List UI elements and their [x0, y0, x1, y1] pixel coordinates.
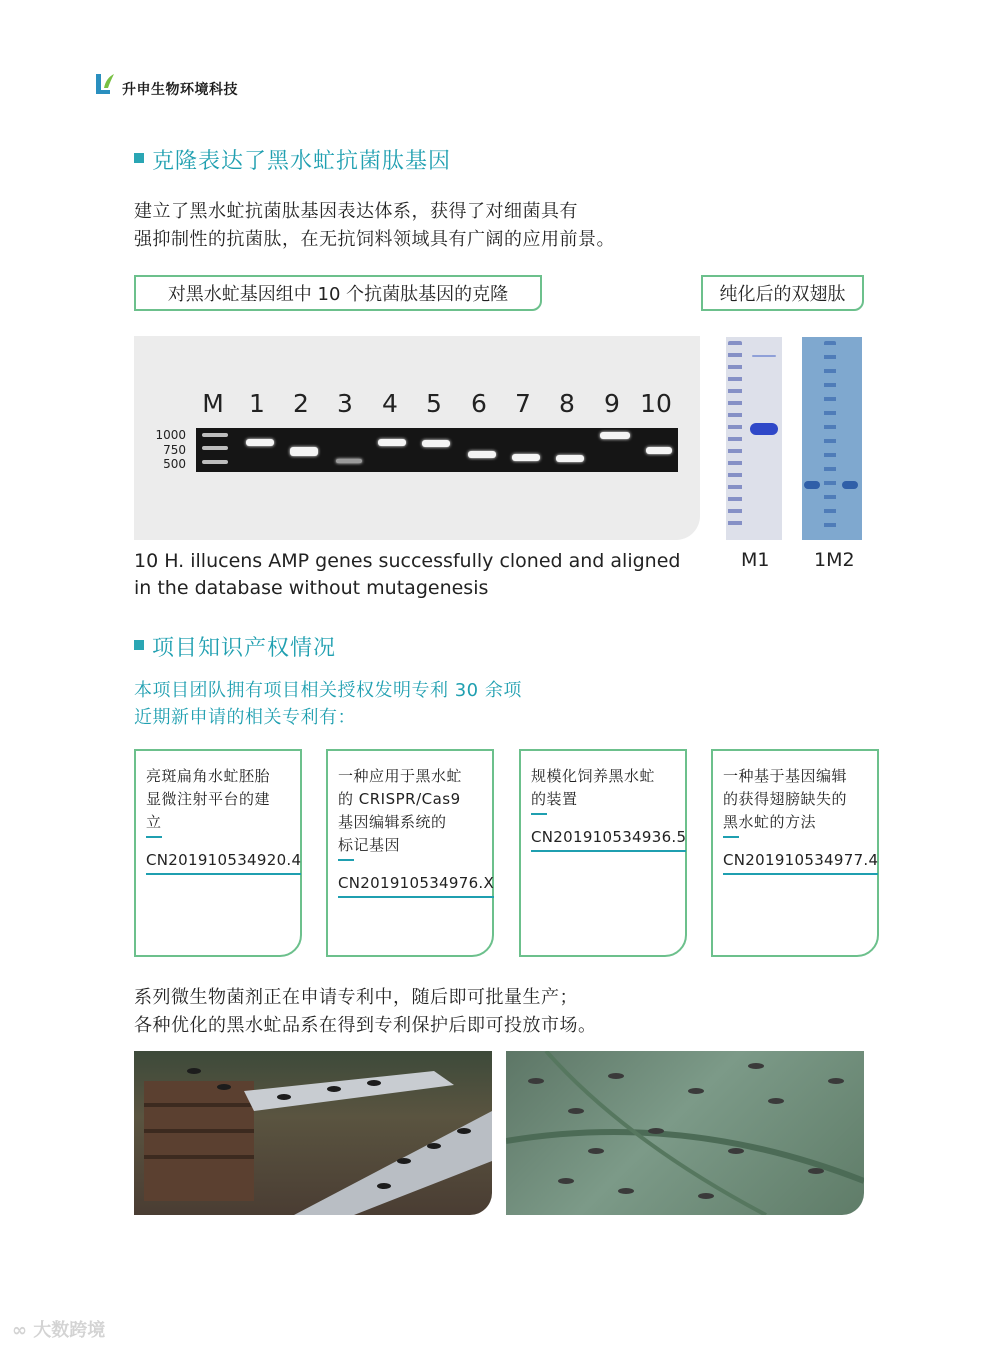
- patent-title-line: 亮斑扁角水虻胚胎: [146, 767, 271, 785]
- watermark-logo-icon: ∞: [12, 1320, 34, 1341]
- caption-line: in the database without mutagenesis: [134, 577, 489, 599]
- lane-label: 5: [426, 389, 442, 418]
- patent-card: [134, 749, 302, 957]
- fly-rearing-box-photo: [134, 1051, 492, 1215]
- section-bullet: [134, 153, 144, 163]
- lane-label: 3: [337, 389, 353, 418]
- body-line: 建立了黑水虻抗菌肽基因表达体系，获得了对细菌具有: [134, 201, 578, 222]
- lane-label: 7: [515, 389, 531, 418]
- patent-title-line: 的 CRISPR/Cas9: [338, 790, 461, 808]
- patent-title-line: 的装置: [531, 790, 578, 808]
- patent-number: CN201910534920.4: [146, 851, 301, 875]
- lane-label: 6: [471, 389, 487, 418]
- patent-title-line: 的获得翅膀缺失的: [723, 790, 848, 808]
- sds-gel-m1-image: [726, 337, 782, 540]
- company-logo-icon: [96, 72, 116, 96]
- lane-label: 10: [640, 389, 672, 418]
- gel-caption: [134, 548, 680, 602]
- patent-title-line: 显微注射平台的建: [146, 790, 271, 808]
- lane-label: 8: [559, 389, 575, 418]
- lane-label: 9: [604, 389, 620, 418]
- title-underline: [146, 836, 162, 838]
- size-marker-label: 750: [163, 443, 186, 457]
- patent-title: [146, 765, 290, 834]
- sds-gel-m2-image: [802, 337, 862, 540]
- title-underline: [723, 836, 739, 838]
- caption-line: 10 H. illucens AMP genes successfully cloned and aligned: [134, 550, 681, 572]
- section2-title: 项目知识产权情况: [152, 636, 337, 661]
- lane-label: 1: [249, 389, 265, 418]
- ip-intro: [134, 677, 522, 731]
- patent-title: [531, 765, 675, 811]
- section1-title: 克隆表达了黑水虻抗菌肽基因: [152, 149, 452, 174]
- size-marker-label: 1000: [155, 428, 186, 442]
- patent-title-line: 基因编辑系统的: [338, 813, 447, 831]
- patent-title-line: 一种基于基因编辑: [723, 767, 848, 785]
- patent-number: CN201910534936.5: [531, 828, 686, 852]
- lane-label: M: [202, 389, 224, 418]
- patent-title-line: 黑水虻的方法: [723, 813, 817, 831]
- sds-label-m1: M1: [741, 549, 770, 571]
- title-underline: [531, 813, 547, 815]
- patent-title-line: 规模化饲养黑水虻: [531, 767, 656, 785]
- agarose-gel-image: [196, 428, 678, 472]
- patent-title: [723, 765, 867, 834]
- patent-title-line: 一种应用于黑水虻: [338, 767, 463, 785]
- outro-line: 系列微生物菌剂正在申请专利中，随后即可批量生产；: [134, 987, 578, 1008]
- patent-number: CN201910534977.4: [723, 851, 878, 875]
- flies-on-leaf-photo: [506, 1051, 864, 1215]
- outro-text: [134, 984, 597, 1040]
- watermark: [12, 1316, 105, 1342]
- peptide-label: 纯化后的双翅肽: [701, 275, 864, 311]
- lane-label: 2: [293, 389, 309, 418]
- watermark-text: 大数跨境: [33, 1320, 106, 1341]
- section1-body: [134, 198, 615, 254]
- cloning-label: 对黑水虻基因组中 10 个抗菌肽基因的克隆: [134, 275, 542, 311]
- patent-card: [519, 749, 687, 957]
- size-marker-label: 500: [163, 457, 186, 471]
- patent-title-line: 标记基因: [338, 836, 401, 854]
- patent-title: [338, 765, 482, 857]
- section-bullet: [134, 640, 144, 650]
- lane-label: 4: [382, 389, 398, 418]
- intro-line: 本项目团队拥有项目相关授权发明专利 30 余项: [134, 680, 522, 701]
- patent-number: CN201910534976.X: [338, 874, 494, 898]
- patent-card: [711, 749, 879, 957]
- title-underline: [338, 859, 354, 861]
- intro-line: 近期新申请的相关专利有：: [134, 707, 356, 728]
- company-name: 升申生物环境科技: [122, 82, 238, 98]
- sds-label-m2: 1M2: [814, 549, 855, 571]
- patent-title-line: 立: [146, 813, 162, 831]
- patent-card: [326, 749, 494, 957]
- outro-line: 各种优化的黑水虻品系在得到专利保护后即可投放市场。: [134, 1015, 597, 1036]
- body-line: 强抑制性的抗菌肽，在无抗饲料领域具有广阔的应用前景。: [134, 229, 615, 250]
